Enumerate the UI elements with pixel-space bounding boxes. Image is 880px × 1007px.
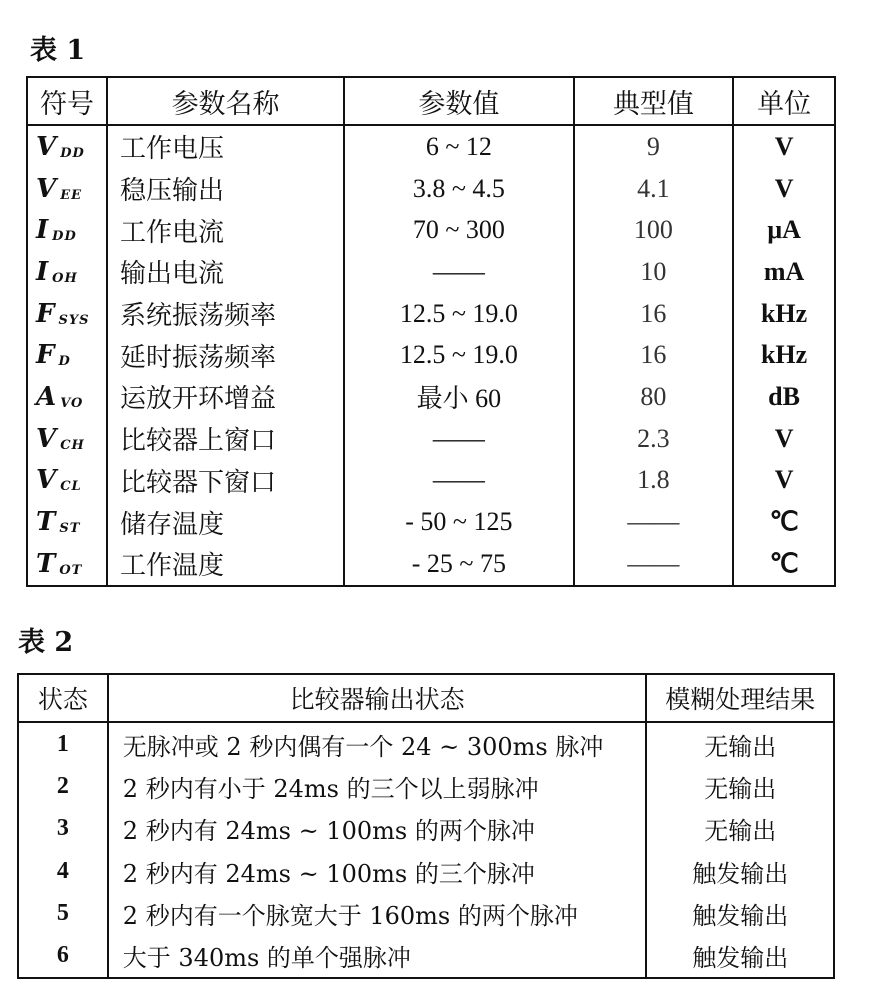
table-row: [18, 850, 834, 892]
table-row: [27, 501, 835, 543]
symbol-cell: [27, 209, 107, 251]
symbol: V: [36, 173, 57, 204]
typical-value-cell: 4.1: [574, 168, 734, 210]
symbol-subscript: DD: [52, 229, 77, 245]
symbol-cell: [27, 460, 107, 502]
symbol: F: [36, 340, 55, 371]
symbol: T: [36, 507, 56, 538]
symbol-cell: [27, 334, 107, 376]
state-cell: 1: [56, 730, 69, 757]
param-name-cell: 延时振荡频率: [107, 334, 344, 376]
state-cell: 3: [56, 815, 69, 842]
symbol-subscript: ST: [59, 521, 81, 537]
symbol-subscript: SYS: [58, 312, 90, 328]
table-row: [27, 293, 835, 335]
header-param-name: 参数名称: [107, 77, 344, 125]
symbol-subscript: D: [58, 354, 71, 370]
param-value-cell: ——: [344, 460, 573, 502]
param-value-cell: - 50 ~ 125: [344, 501, 573, 543]
table1-caption: 表 1: [30, 35, 86, 66]
symbol-subscript: OT: [59, 562, 83, 578]
symbol-cell: [27, 168, 107, 210]
param-value-cell: 6 ~ 12: [344, 125, 573, 168]
table-row: [27, 418, 835, 460]
header-symbol: 符号: [27, 77, 107, 125]
param-name-cell: 比较器上窗口: [107, 418, 344, 460]
unit-cell: kHz: [733, 293, 835, 335]
unit-cell: μA: [733, 209, 835, 251]
param-value-cell: ——: [344, 251, 573, 293]
comparator-output-cell: 2 秒内有 24ms ~ 100ms 的三个脉冲: [108, 850, 647, 892]
symbol-cell: [27, 293, 107, 335]
symbol-cell: [27, 543, 107, 586]
symbol-cell: [27, 376, 107, 418]
fuzzy-result-cell: 无输出: [646, 765, 834, 807]
symbol-cell: [27, 501, 107, 543]
comparator-output-cell: 2 秒内有 24ms ~ 100ms 的两个脉冲: [108, 808, 647, 850]
param-name-cell: 输出电流: [107, 251, 344, 293]
typical-value-cell: 2.3: [574, 418, 734, 460]
symbol-cell: [27, 251, 107, 293]
table2-caption: 表 2: [18, 627, 74, 658]
symbol-subscript: VO: [60, 395, 84, 411]
table-row: [27, 543, 835, 586]
table-row: [27, 460, 835, 502]
symbol-subscript: OH: [52, 270, 78, 286]
header-typical: 典型值: [574, 77, 734, 125]
table2-header-row: [18, 674, 834, 722]
symbol-subscript: DD: [60, 145, 85, 161]
unit-cell: ℃: [733, 501, 835, 543]
symbol: A: [36, 381, 57, 412]
comparator-state-table: [17, 673, 835, 979]
symbol: I: [36, 215, 49, 246]
state-cell: 5: [56, 899, 69, 926]
state-cell: 4: [56, 857, 69, 884]
table-row: [27, 168, 835, 210]
param-value-cell: - 25 ~ 75: [344, 543, 573, 586]
comparator-output-cell: 大于 340ms 的单个强脉冲: [108, 934, 647, 977]
param-value-cell: ——: [344, 418, 573, 460]
state-cell: 2: [56, 772, 69, 799]
unit-cell: V: [733, 418, 835, 460]
fuzzy-result-cell: 无输出: [646, 722, 834, 765]
unit-cell: V: [733, 168, 835, 210]
symbol-subscript: CH: [60, 437, 85, 453]
param-value-cell: 12.5 ~ 19.0: [344, 293, 573, 335]
param-value-cell: 70 ~ 300: [344, 209, 573, 251]
param-name-cell: 储存温度: [107, 501, 344, 543]
fuzzy-result-cell: 触发输出: [646, 892, 834, 934]
fuzzy-result-cell: 触发输出: [646, 850, 834, 892]
param-value-cell: 3.8 ~ 4.5: [344, 168, 573, 210]
param-name-cell: 比较器下窗口: [107, 460, 344, 502]
header-unit: 单位: [733, 77, 835, 125]
unit-cell: kHz: [733, 334, 835, 376]
comparator-output-cell: 2 秒内有小于 24ms 的三个以上弱脉冲: [108, 765, 647, 807]
typical-value-cell: 9: [574, 125, 734, 168]
param-name-cell: 工作温度: [107, 543, 344, 586]
typical-value-cell: 16: [574, 293, 734, 335]
param-name-cell: 工作电压: [107, 125, 344, 168]
fuzzy-result-cell: 无输出: [646, 808, 834, 850]
unit-cell: mA: [733, 251, 835, 293]
unit-cell: dB: [733, 376, 835, 418]
symbol-subscript: CL: [60, 479, 82, 495]
comparator-output-cell: 2 秒内有一个脉宽大于 160ms 的两个脉冲: [108, 892, 647, 934]
typical-value-cell: 16: [574, 334, 734, 376]
table-row: [18, 765, 834, 807]
param-value-cell: 最小 60: [344, 376, 573, 418]
header-fuzzy-result: 模糊处理结果: [646, 674, 834, 722]
table-row: [27, 209, 835, 251]
table-row: [27, 376, 835, 418]
symbol-subscript: EE: [60, 187, 83, 203]
unit-cell: V: [733, 125, 835, 168]
table-row: [27, 125, 835, 168]
param-name-cell: 工作电流: [107, 209, 344, 251]
fuzzy-result-cell: 触发输出: [646, 934, 834, 977]
typical-value-cell: ——: [574, 543, 734, 586]
param-name-cell: 运放开环增益: [107, 376, 344, 418]
symbol: I: [36, 256, 49, 287]
symbol: V: [36, 131, 57, 162]
table-row: [18, 808, 834, 850]
symbol-cell: [27, 418, 107, 460]
table1-header-row: [27, 77, 835, 125]
unit-cell: V: [733, 460, 835, 502]
param-value-cell: 12.5 ~ 19.0: [344, 334, 573, 376]
state-cell: 6: [56, 942, 69, 969]
table-row: [18, 934, 834, 977]
typical-value-cell: 10: [574, 251, 734, 293]
param-name-cell: 系统振荡频率: [107, 293, 344, 335]
table-row: [27, 251, 835, 293]
symbol: F: [36, 298, 55, 329]
symbol: T: [36, 548, 56, 579]
header-comparator-output: 比较器输出状态: [108, 674, 647, 722]
typical-value-cell: 100: [574, 209, 734, 251]
comparator-output-cell: 无脉冲或 2 秒内偶有一个 24 ~ 300ms 脉冲: [108, 722, 647, 765]
parameter-table: [26, 76, 836, 587]
typical-value-cell: 80: [574, 376, 734, 418]
symbol: V: [36, 423, 57, 454]
symbol-cell: [27, 125, 107, 168]
header-state: 状态: [18, 674, 108, 722]
table-row: [18, 892, 834, 934]
typical-value-cell: 1.8: [574, 460, 734, 502]
table-row: [27, 334, 835, 376]
typical-value-cell: ——: [574, 501, 734, 543]
header-param-value: 参数值: [344, 77, 573, 125]
table-row: [18, 722, 834, 765]
unit-cell: ℃: [733, 543, 835, 586]
symbol: V: [36, 465, 57, 496]
param-name-cell: 稳压输出: [107, 168, 344, 210]
